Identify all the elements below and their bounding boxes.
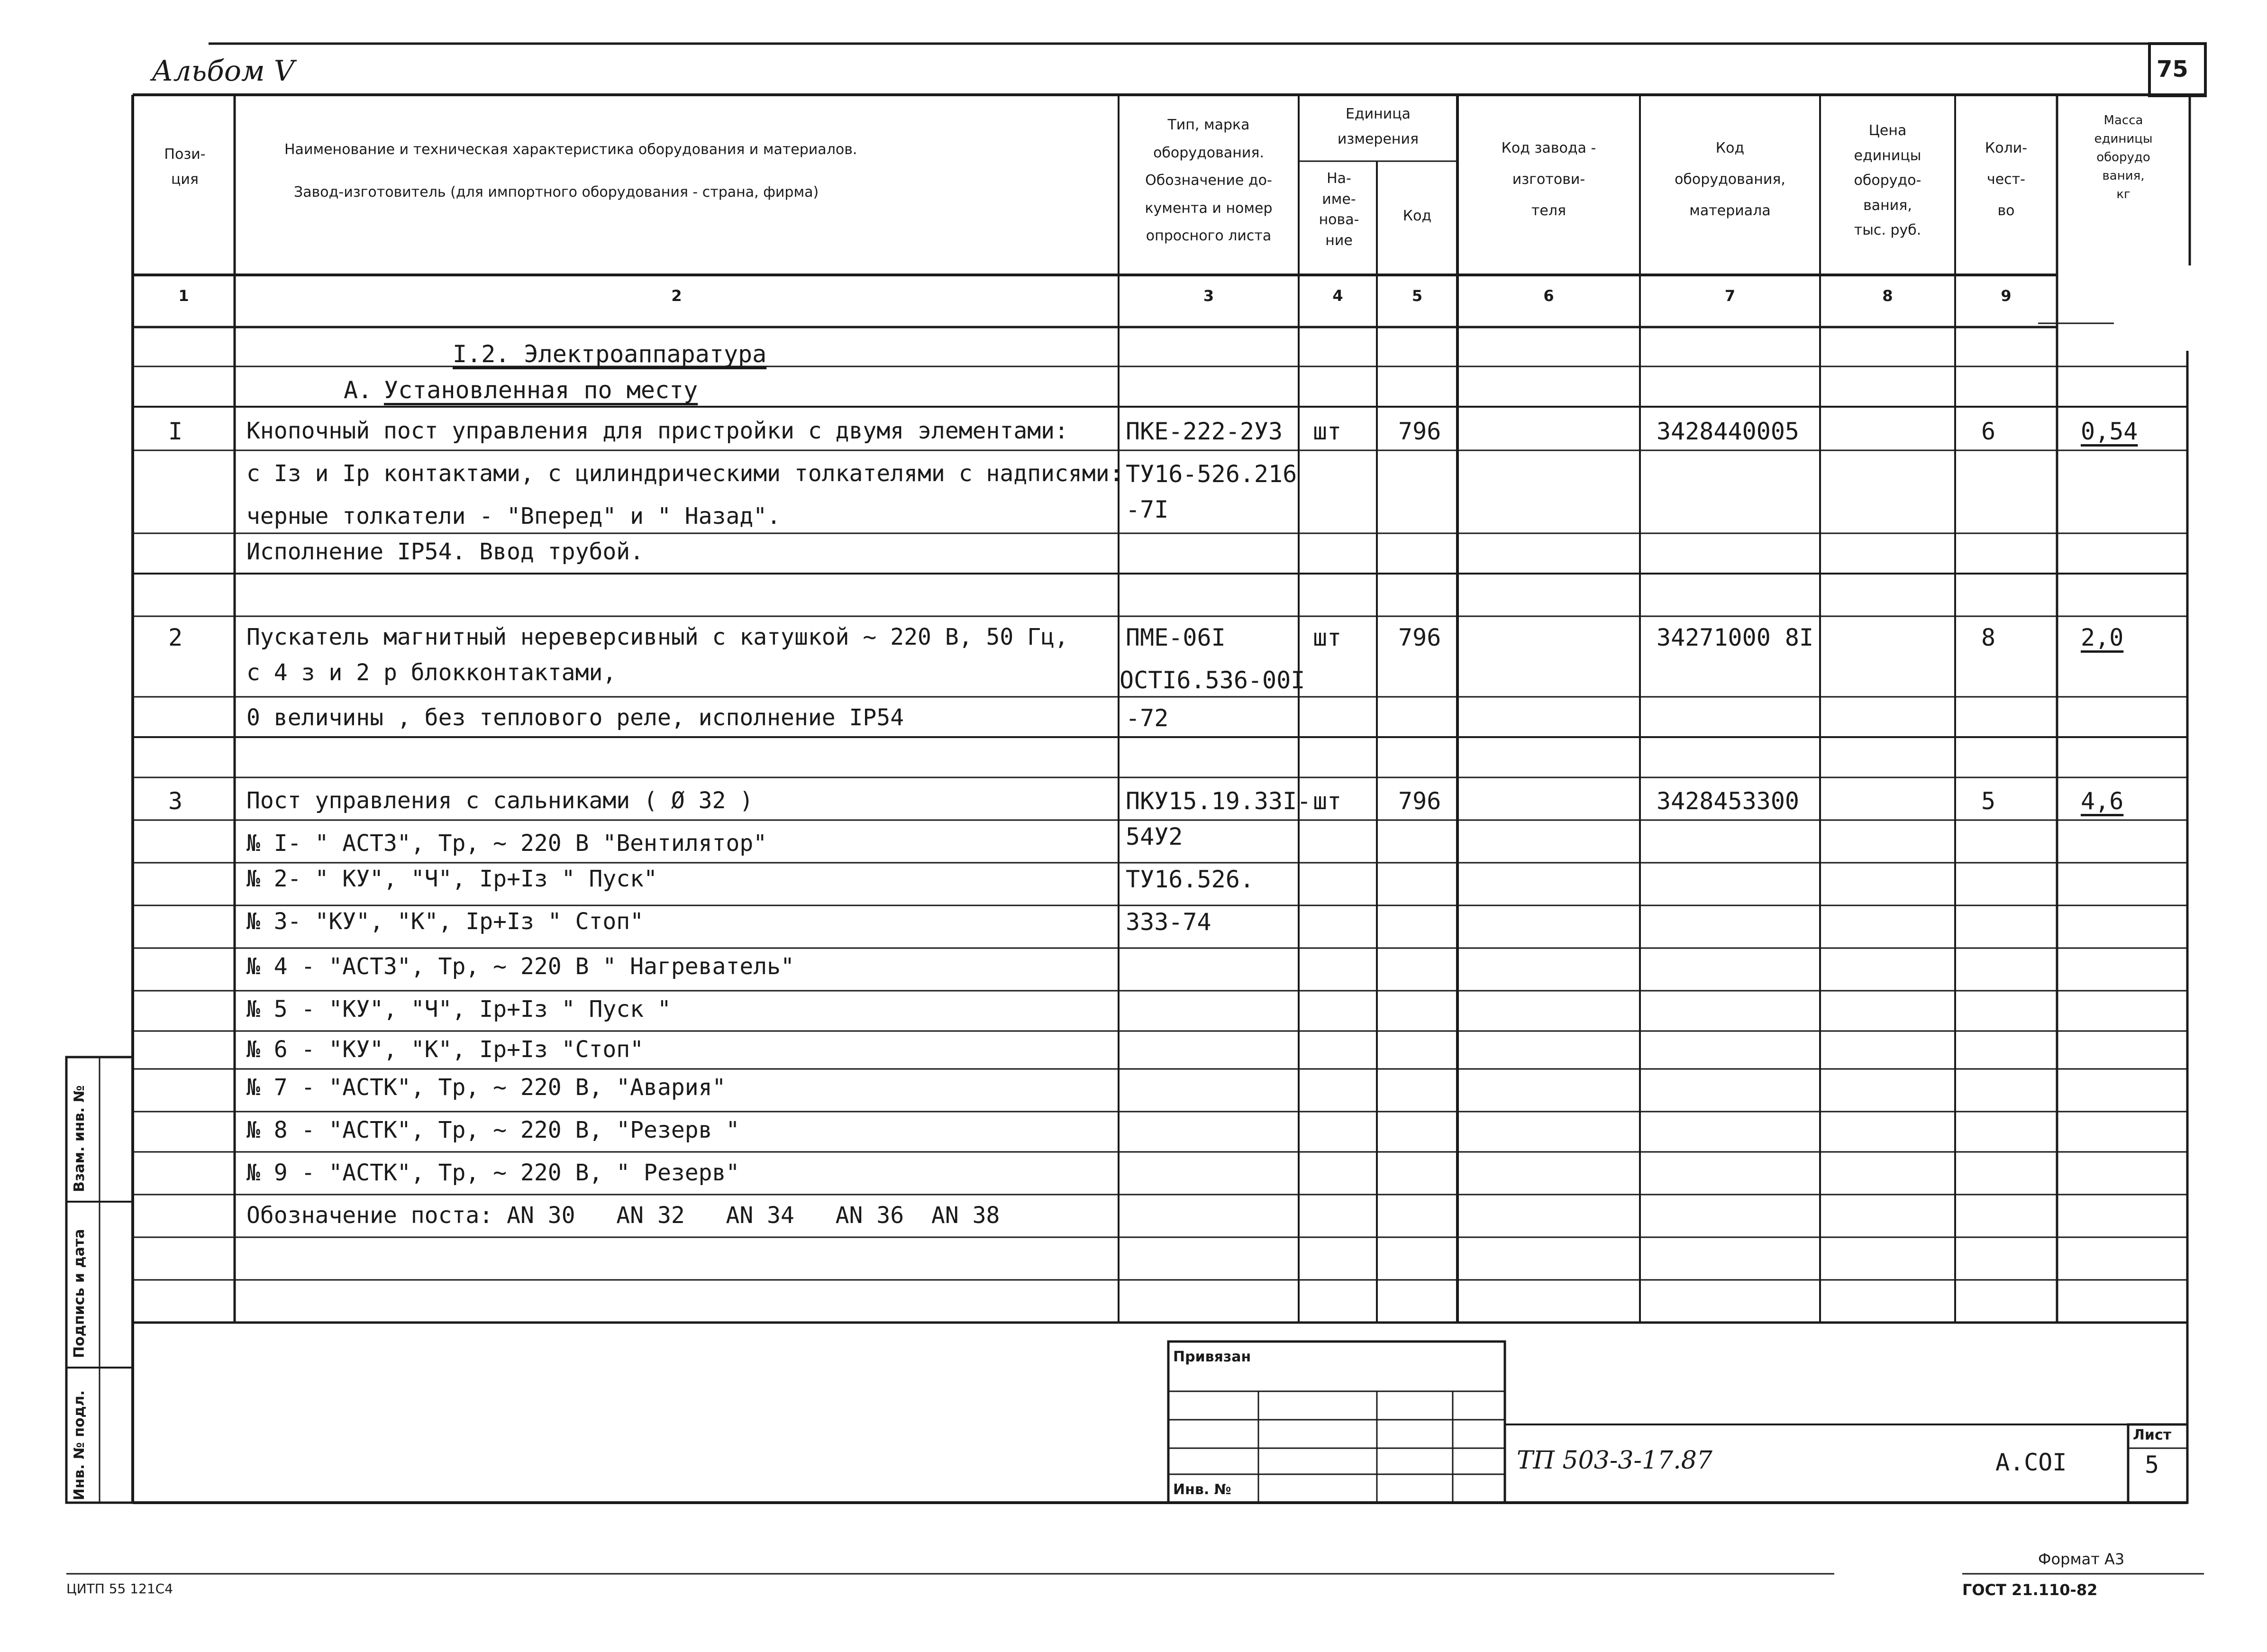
header-qty: Коли- чест- во — [1985, 140, 2028, 219]
sheet-number: 5 — [2145, 1451, 2159, 1479]
header-mass: Масса единицы оборудо вания, кг — [2094, 113, 2153, 201]
doc-code: ТП 503-3-17.87 — [1517, 1446, 1712, 1475]
item-description-line: 0 величины , без теплового реле, исполнение IP54 — [246, 704, 904, 731]
header-name-line1: Наименование и техническая характеристика оборудования и материалов. — [284, 141, 857, 158]
item-equip-code: 34271000 8I — [1657, 624, 1814, 651]
item-qty: 8 — [1981, 624, 1996, 651]
item-description-line: № 5 - "КУ", "Ч", Iр+Iз " Пуск " — [246, 996, 671, 1022]
item-unit-code: 796 — [1398, 624, 1441, 651]
item-type-line: -7I — [1126, 496, 1169, 523]
footer-format: Формат А3 — [2038, 1550, 2125, 1568]
footer-gost: ГОСТ 21.110-82 — [1962, 1581, 2098, 1599]
item-description-line: Обозначение поста: AN 30 AN 32 AN 34 AN 36 AN 38 — [246, 1202, 1000, 1229]
column-number: 6 — [1543, 287, 1554, 305]
item-type-line: ПКЕ-222-2У3 — [1126, 418, 1283, 445]
item-description-line: Исполнение IP54. Ввод трубой. — [246, 538, 644, 565]
page-number: 75 — [2157, 56, 2188, 82]
item-position: 2 — [168, 624, 183, 651]
item-unit: шт — [1313, 418, 1342, 445]
column-number: 7 — [1724, 287, 1736, 305]
item-description-line: № 3- "КУ", "К", Iр+Iз " Стоп" — [246, 908, 644, 935]
sheet-label: Лист — [2133, 1427, 2172, 1443]
item-mass: 0,54 — [2081, 418, 2138, 445]
item-description-line: Кнопочный пост управления для пристройки с двумя элементами: — [246, 418, 1068, 444]
header-unit-group: Единица измерения — [1337, 106, 1419, 147]
column-number: 2 — [671, 287, 682, 305]
item-type-line: ТУ16.526. — [1126, 866, 1254, 893]
header-name-line2: Завод-изготовитель (для импортного оборудования - страна, фирма) — [294, 184, 819, 201]
column-number: 9 — [2001, 287, 2012, 305]
item-type-line: 54У2 — [1126, 823, 1183, 850]
item-description-line: с Iз и Iр контактами, с цилиндрическими толкателями с надписями: — [246, 460, 1123, 487]
item-type-line: ПКУ15.19.33I- — [1126, 787, 1311, 815]
section-title: I.2. Электроаппаратура — [453, 340, 767, 368]
stamp-inv-no: Инв. № — [1173, 1481, 1231, 1498]
item-description-line: № 2- " КУ", "Ч", Iр+Iз " Пуск" — [246, 866, 657, 892]
item-description-line: № 7 - "АСТК", Тр, ~ 220 В, "Авария" — [246, 1074, 726, 1101]
header-unit-code: Код — [1402, 208, 1432, 224]
album-label: Альбом V — [152, 55, 295, 88]
item-description-line: № 8 - "АСТК", Тр, ~ 220 В, "Резерв " — [246, 1117, 740, 1143]
item-type-line: ОСТI6.536-00I — [1120, 666, 1305, 694]
item-description-line: черные толкатели - "Вперед" и " Назад". — [246, 503, 781, 529]
item-type-line: 333-74 — [1126, 908, 1211, 936]
column-number: 3 — [1203, 287, 1214, 305]
section-subtitle-prefix: А. — [344, 376, 373, 404]
item-equip-code: 3428453300 — [1657, 787, 1800, 815]
item-equip-code: 3428440005 — [1657, 418, 1800, 445]
header-maker-code: Код завода - изготови- теля — [1501, 140, 1596, 219]
item-mass: 4,6 — [2081, 787, 2124, 815]
item-description-line: с 4 з и 2 р блокконтактами, — [246, 659, 617, 686]
header-unit-name: На- име- нова- ние — [1319, 170, 1359, 249]
item-description-line: № 4 - "АСТЗ", Тр, ~ 220 В " Нагреватель" — [246, 953, 794, 980]
item-unit-code: 796 — [1398, 787, 1441, 815]
sheet-code: А.COI — [1995, 1449, 2067, 1476]
section-subtitle: Установленная по месту — [384, 376, 698, 404]
item-unit: шт — [1313, 624, 1342, 651]
side-label-orig-inv: Инв. № подл. — [71, 1390, 88, 1500]
item-description-line: № 6 - "КУ", "К", Iр+Iз "Стоп" — [246, 1036, 644, 1063]
stamp-attached: Привязан — [1173, 1349, 1251, 1365]
item-position: 3 — [168, 787, 183, 815]
item-type-line: ТУ16-526.216 — [1126, 460, 1297, 488]
item-unit: шт — [1313, 787, 1342, 815]
item-qty: 5 — [1981, 787, 1996, 815]
item-type-line: -72 — [1126, 704, 1169, 732]
column-number: 1 — [178, 287, 189, 305]
item-position: I — [168, 418, 183, 445]
side-label-replace-inv: Взам. инв. № — [71, 1085, 88, 1192]
column-number: 5 — [1411, 287, 1423, 305]
item-description-line: Пост управления с сальниками ( Ø 32 ) — [246, 787, 754, 814]
footer-org: ЦИТП 55 121С4 — [66, 1581, 173, 1597]
column-number: 8 — [1882, 287, 1893, 305]
header-type: Тип, марка оборудования. Обозначение до- кумента и номер опросного листа — [1145, 117, 1273, 244]
item-type-line: ПМЕ-06I — [1126, 624, 1226, 651]
item-description-line: Пускатель магнитный нереверсивный с катушкой ~ 220 В, 50 Гц, — [246, 624, 1068, 650]
side-label-signature-date: Подпись и дата — [71, 1229, 88, 1358]
item-mass: 2,0 — [2081, 624, 2124, 651]
item-qty: 6 — [1981, 418, 1996, 445]
item-unit-code: 796 — [1398, 418, 1441, 445]
item-description-line: № 9 - "АСТК", Тр, ~ 220 В, " Резерв" — [246, 1159, 740, 1186]
header-price: Цена единицы оборудо- вания, тыс. руб. — [1854, 122, 1921, 238]
header-position: Пози- ция — [164, 146, 206, 188]
item-description-line: № I- " АСТЗ", Тр, ~ 220 В "Вентилятор" — [246, 830, 767, 857]
header-equip-code: Код оборудования, материала — [1675, 140, 1785, 219]
column-number: 4 — [1332, 287, 1343, 305]
